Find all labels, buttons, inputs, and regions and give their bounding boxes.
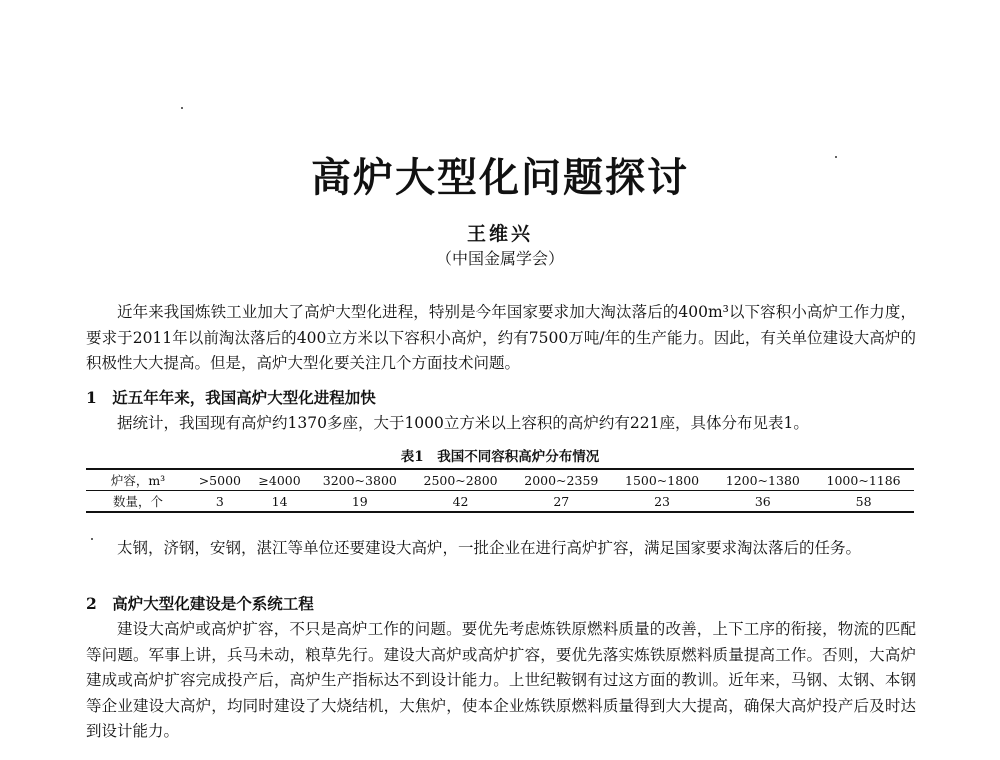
table-count-label: 数量，个 [112, 494, 163, 509]
table-1-caption: 表1 我国不同容积高炉分布情况 [400, 449, 600, 465]
after-table-paragraph: 太钢，济钢，安钢，湛江等单位还要建设大高炉，一批企业在进行高炉扩容，满足国家要求淘汰落后的任务。 [117, 539, 862, 557]
table-header-cell: 3200~3800 [309, 469, 410, 491]
paper-title: 高炉大型化问题探讨 [311, 154, 689, 201]
table-count-cell: 58 [855, 493, 872, 509]
table-header-cell: 1500~1800 [612, 469, 713, 491]
table-count-row [86, 491, 914, 513]
table-count-cell: 36 [754, 493, 771, 509]
table-header-cell: 1200~1380 [712, 469, 813, 491]
table-count-cell: 3 [215, 493, 224, 509]
table-1 [86, 468, 914, 513]
author-affiliation: （中国金属学会） [435, 249, 564, 268]
table-header-label: 炉容，m³ [86, 469, 190, 491]
table-header-cell: 2000~2359 [511, 469, 612, 491]
table-count-cell: 14 [271, 493, 288, 509]
table-header-cell: >5000 [190, 469, 250, 491]
section-1-heading: 1 近五年年来，我国高炉大型化进程加快 [86, 388, 376, 407]
table-header-cell: ≥4000 [250, 469, 310, 491]
intro-paragraph: 近年来我国炼铁工业加大了高炉大型化进程，特别是今年国家要求加大淘汰落后的400m³以下容积小高炉工作力度，要求于2011年以前淘汰落后的400立方米以下容积小高炉，约有7500万吨/年的生产能力。因此，有关单位建设大高炉的积极性大大提高。但是，高炉大型化要关注几个方面技术问题。 [86, 303, 916, 372]
table-count-cell: 42 [452, 493, 469, 509]
table-count-cell: 27 [553, 493, 570, 509]
table-count-cell: 23 [654, 493, 671, 509]
section-1-paragraph: 据统计，我国现有高炉约1370多座，大于1000立方米以上容积的高炉约有221座，具体分布见表1。 [117, 414, 809, 432]
table-header-cell: 2500~2800 [410, 469, 511, 491]
section-2-paragraph: 建设大高炉或高炉扩容，不只是高炉工作的问题。要优先考虑炼铁原燃料质量的改善，上下工序的衔接，物流的匹配等问题。军事上讲，兵马未动，粮草先行。建设大高炉或高炉扩容，要优先落实炼铁原燃料质量提高工作。否则，大高炉建成或高炉扩容完成投产后，高炉生产指标达不到设计能力。上世纪鞍钢有过这方面的教训。近年来，马钢、太钢、本钢等企业建设大高炉，均同时建设了大烧结机，大焦炉，使本企业炼铁原燃料质量得到大大提高，确保大高炉投产后及时达到设计能力。 [86, 620, 916, 740]
author-name: 王维兴 [466, 223, 533, 245]
scan-speck [181, 107, 183, 109]
table-header-row [86, 469, 914, 491]
table-header-cell: 1000~1186 [813, 469, 914, 491]
section-2-heading: 2 高炉大型化建设是个系统工程 [86, 594, 314, 613]
table-count-cell: 19 [351, 493, 368, 509]
